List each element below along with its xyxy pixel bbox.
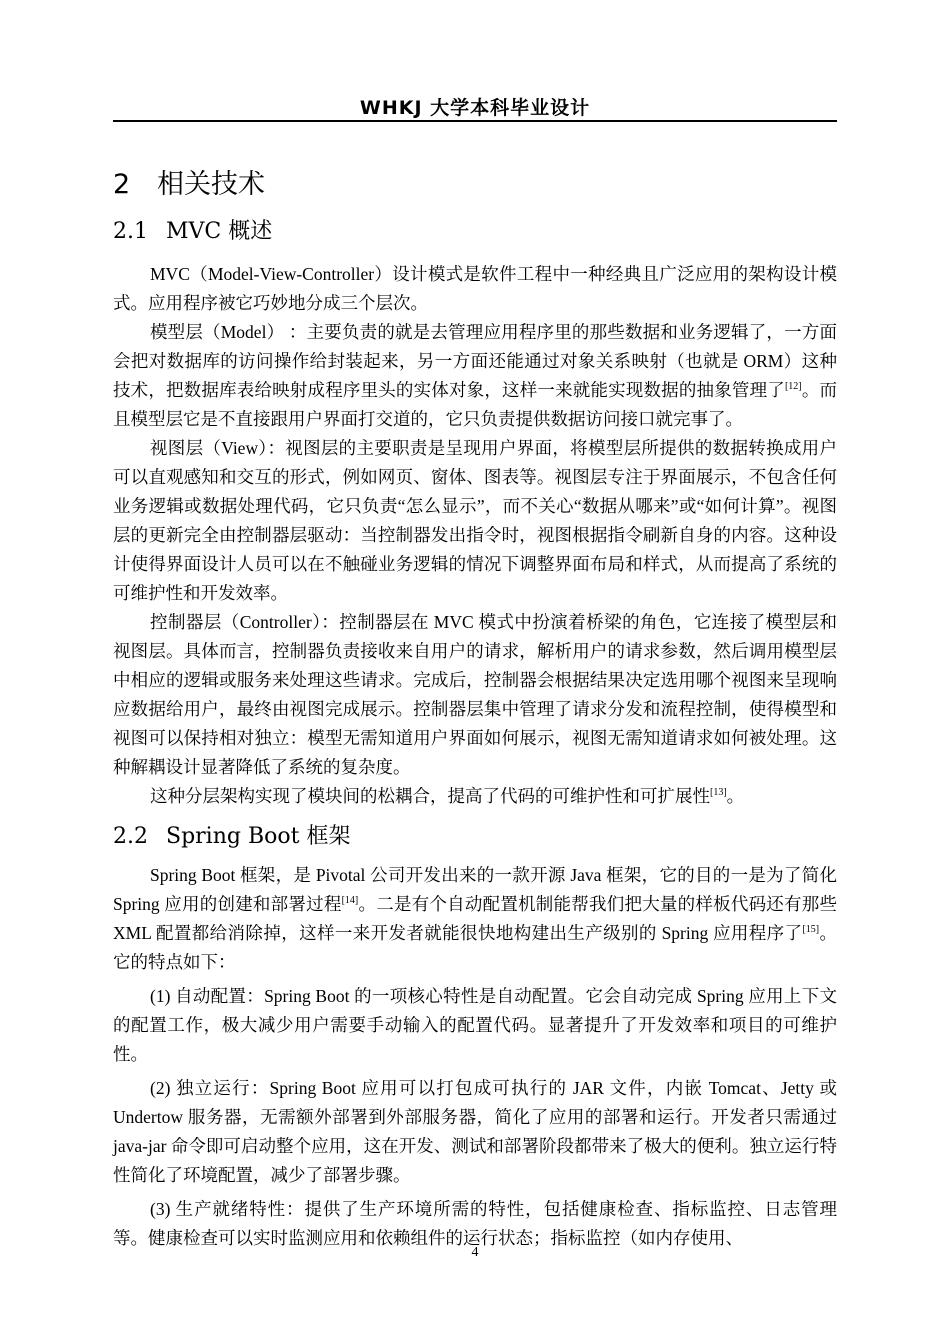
section-title: 相关技术 [157, 169, 265, 200]
paragraph-text: 模型层（Model） ：主要负责的就是去管理应用程序里的那些数据和业务逻辑了，一方面会把对数据库的访问操作给封装起来，另一方面还能通过对象关系映射（也就是 ORM）这种技术，把数据库表给映射成程序里头的实体对象，这样一来就能实现数据的抽象管理了 [113, 322, 837, 400]
paragraph-text: 。而且模型层它是不直接跟用户界面打交道的，它只负责提供数据访问接口就完事了。 [113, 380, 838, 429]
header-rule [113, 120, 837, 122]
paragraph-controller-layer: 控制器层（Controller）：控制器层在 MVC 模式中扮演着桥梁的角色，它连接了模型层和视图层。具体而言，控制器负责接收来自用户的请求，解析用户的请求参数，然后调用模型层中相应的逻辑或服务来处理这些请求。完成后，控制器会根据结果决定选用哪个视图来呈现响应数据给用户，最终由视图完成展示。控制器层集中管理了请求分发和流程控制，使得模型和视图可以保持相对独立：模型无需知道用户界面如何展示，视图无需知道请求如何被处理。这种解耦设计显著降低了系统的复杂度。 [113, 612, 837, 777]
paragraph-text: 。 [726, 786, 745, 806]
subsection-number: 2.1 [113, 219, 148, 244]
paragraph-summary [113, 782, 837, 811]
citation-ref[interactable]: [15] [802, 924, 820, 935]
paragraph-mvc-intro: MVC（Model-View-Controller）设计模式是软件工程中一种经典且广泛应用的架构设计模式。应用程序被它巧妙地分成三个层次。 [113, 264, 837, 313]
running-header: WHKJ 大学本科毕业设计 [359, 97, 591, 119]
paragraph-view-layer: 视图层（View）：视图层的主要职责是呈现用户界面，将模型层所提供的数据转换成用户可以直观感知和交互的形式，例如网页、窗体、图表等。视图层专注于界面展示，不包含任何业务逻辑或数据处理代码，它只负责“怎么显示”，而不关心“数据从哪来”或“如何计算”。视图层的更新完全由控制器层驱动：当控制器发出指令时，视图根据指令刷新自身的内容。这种设计使得界面设计人员可以在不触碰业务逻辑的情况下调整界面布局和样式，从而提高了系统的可维护性和开发效率。 [113, 438, 837, 603]
subsection-number: 2.2 [113, 824, 148, 849]
paragraph-text: 。它的特点如下： [113, 923, 837, 972]
paragraph-model-layer [113, 318, 837, 434]
section-number: 2 [113, 169, 131, 200]
list-item-auto-config: (1) 自动配置：Spring Boot 的一项核心特性是自动配置。它会自动完成 Spring 应用上下文的配置工作，极大减少用户需要手动输入的配置代码。显著提升了开发效率和项目的可维护性。 [113, 986, 837, 1064]
subsection-heading-mvc [113, 210, 837, 254]
citation-ref[interactable]: [13] [710, 787, 727, 798]
subsection-heading-spring-boot [113, 815, 837, 859]
subsection-title: MVC 概述 [166, 219, 273, 244]
list-item-production-ready: (3) 生产就绪特性：提供了生产环境所需的特性，包括健康检查、指标监控、日志管理等。健康检查可以实时监测应用和依赖组件的运行状态；指标监控（如内存使用、 [113, 1199, 837, 1248]
citation-ref[interactable]: [14] [341, 895, 359, 906]
paragraph-text: 。二是有个自动配置机制能帮我们把大量的样板代码还有那些 XML 配置都给消除掉，这样一来开发者就能很快地构建出生产级别的 Spring 应用程序了 [113, 894, 838, 943]
paragraph-text: Spring Boot 框架，是 Pivotal 公司开发出来的一款开源 Java 框架，它的目的一是为了简化 Spring 应用的创建和部署过程 [113, 865, 837, 914]
citation-ref[interactable]: [12] [784, 381, 802, 392]
page-body [113, 160, 837, 1253]
section-heading [113, 160, 837, 210]
subsection-title: Spring Boot 框架 [166, 824, 351, 849]
list-item-standalone: (2) 独立运行：Spring Boot 应用可以打包成可执行的 JAR 文件，内嵌 Tomcat、Jetty 或 Undertow 服务器，无需额外部署到外部服务器，简化了应用的部署和运行。开发者只需通过 java-jar 命令即可启动整个应用，这在开发、测试和部署阶段都带来了极大的便利。独立运行特性简化了环境配置，减少了部署步骤。 [113, 1078, 837, 1185]
paragraph-text: 这种分层架构实现了模块间的松耦合，提高了代码的可维护性和可扩展性 [150, 786, 710, 806]
page-number: 4 [471, 1245, 479, 1260]
paragraph-spring-boot-intro [113, 861, 837, 977]
